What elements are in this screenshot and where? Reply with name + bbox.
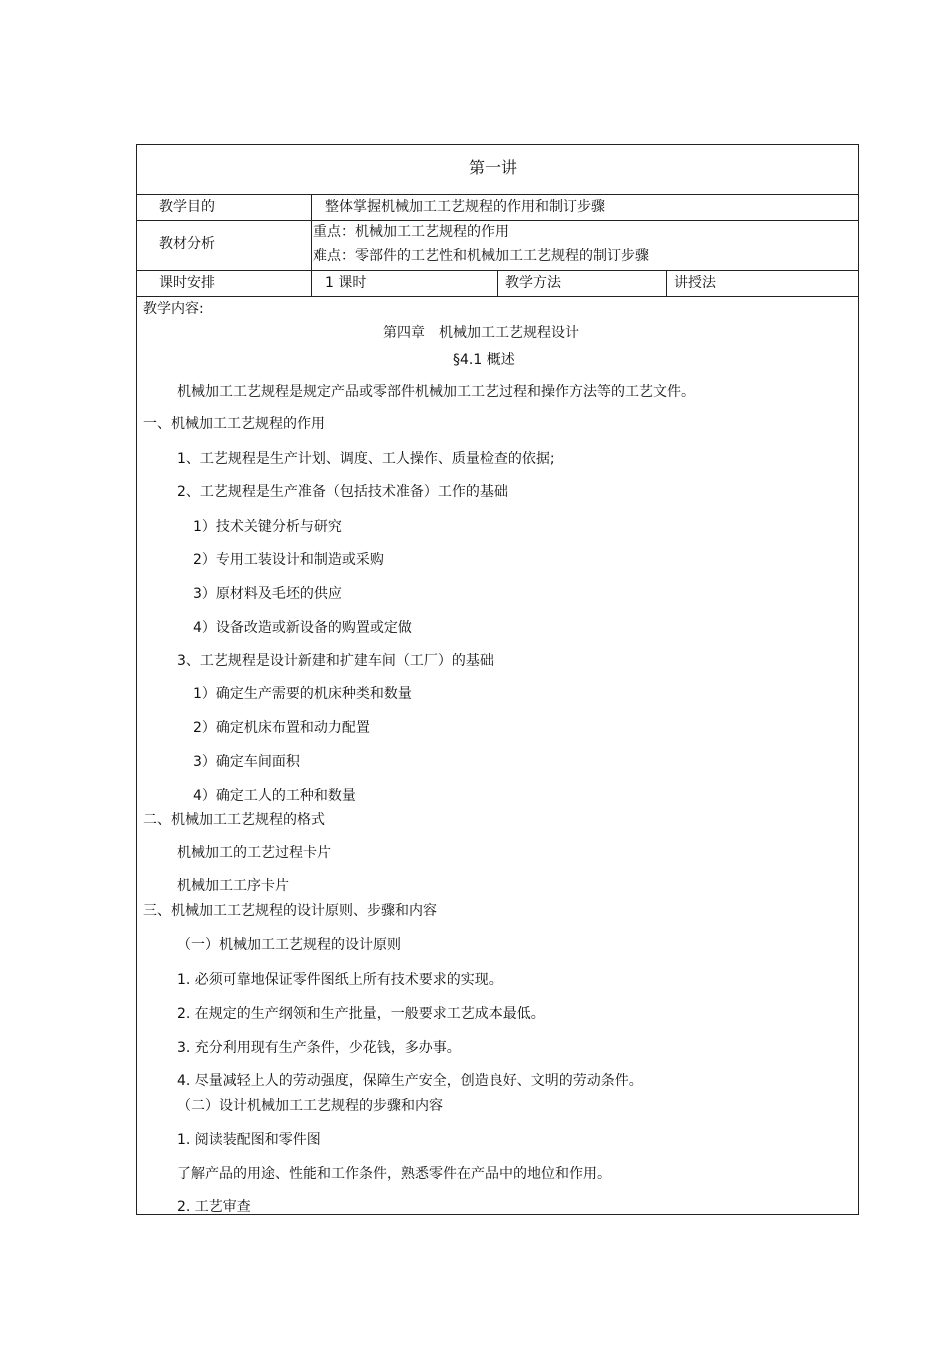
- list-item: 2. 工艺审查: [177, 1199, 251, 1215]
- paragraph: 了解产品的用途、性能和工作条件，熟悉零件在产品中的地位和作用。: [177, 1166, 611, 1182]
- lecture-table: [136, 144, 859, 1215]
- analysis-label: 教材分析: [159, 236, 215, 252]
- heading-3: 三、机械加工工艺规程的设计原则、步骤和内容: [143, 903, 437, 919]
- list-item: 3. 充分利用现有生产条件，少花钱，多办事。: [177, 1040, 461, 1056]
- sub-list-item: 1）确定生产需要的机床种类和数量: [193, 686, 412, 702]
- chapter-heading: 第四章 机械加工工艺规程设计: [383, 325, 579, 341]
- list-item: 1、工艺规程是生产计划、调度、工人操作、质量检查的依据;: [177, 451, 555, 467]
- list-item: 2. 在规定的生产纲领和生产批量，一般要求工艺成本最低。: [177, 1006, 545, 1022]
- row-divider: [137, 194, 858, 195]
- column-divider: [497, 270, 498, 296]
- method-label: 教学方法: [505, 275, 561, 291]
- heading-1: 一、机械加工工艺规程的作用: [143, 416, 325, 432]
- subheading: （二）设计机械加工工艺规程的步骤和内容: [177, 1098, 443, 1114]
- schedule-value: 1 课时: [325, 275, 367, 291]
- column-divider: [311, 194, 312, 296]
- objective-value: 整体掌握机械加工工艺规程的作用和制订步骤: [325, 199, 605, 215]
- sub-list-item: 1）技术关键分析与研究: [193, 519, 342, 535]
- sub-list-item: 2）确定机床布置和动力配置: [193, 720, 370, 736]
- lecture-title: 第一讲: [469, 158, 518, 177]
- list-item: 1. 阅读装配图和零件图: [177, 1132, 321, 1148]
- schedule-label: 课时安排: [159, 275, 215, 291]
- sub-list-item: 3）原材料及毛坯的供应: [193, 586, 342, 602]
- sub-list-item: 3）确定车间面积: [193, 754, 300, 770]
- list-item: 2、工艺规程是生产准备（包括技术准备）工作的基础: [177, 484, 508, 500]
- paragraph: 机械加工工艺规程是规定产品或零部件机械加工工艺过程和操作方法等的工艺文件。: [177, 384, 695, 400]
- analysis-key-point: 重点：机械加工工艺规程的作用: [313, 224, 509, 240]
- heading-2: 二、机械加工工艺规程的格式: [143, 812, 325, 828]
- list-item: 3、工艺规程是设计新建和扩建车间（工厂）的基础: [177, 653, 494, 669]
- objective-label: 教学目的: [159, 199, 215, 215]
- sub-list-item: 4）确定工人的工种和数量: [193, 788, 356, 804]
- paragraph: 机械加工的工艺过程卡片: [177, 845, 331, 861]
- list-item: 4. 尽量减轻上人的劳动强度，保障生产安全，创造良好、文明的劳动条件。: [177, 1073, 643, 1089]
- row-divider: [137, 296, 858, 297]
- section-heading: §4.1 概述: [453, 352, 515, 368]
- column-divider: [666, 270, 667, 296]
- analysis-difficulty: 难点：零部件的工艺性和机械加工工艺规程的制订步骤: [313, 248, 649, 264]
- list-item: 1. 必须可靠地保证零件图纸上所有技术要求的实现。: [177, 972, 503, 988]
- method-value: 讲授法: [674, 275, 716, 291]
- sub-list-item: 2）专用工装设计和制造或采购: [193, 552, 384, 568]
- content-label: 教学内容:: [143, 301, 204, 317]
- subheading: （一）机械加工工艺规程的设计原则: [177, 937, 401, 953]
- paragraph: 机械加工工序卡片: [177, 878, 289, 894]
- row-divider: [137, 220, 858, 221]
- sub-list-item: 4）设备改造或新设备的购置或定做: [193, 620, 412, 636]
